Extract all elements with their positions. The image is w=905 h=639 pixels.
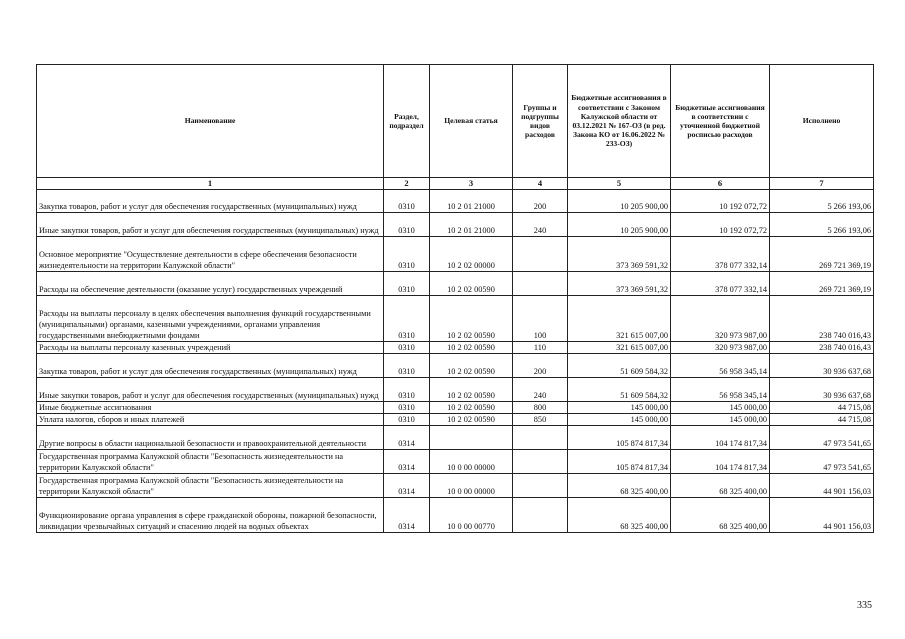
- cell-section: 0314: [384, 426, 430, 450]
- table-row: [37, 378, 874, 402]
- page-number: 335: [857, 600, 872, 611]
- cell-target: 10 2 02 00590: [430, 272, 513, 296]
- cell-group: 850: [513, 414, 568, 426]
- column-number: 6: [671, 178, 770, 190]
- cell-group: [513, 426, 568, 450]
- cell-target: 10 0 00 00770: [430, 498, 513, 533]
- cell-section: 0310: [384, 272, 430, 296]
- cell-group: 240: [513, 378, 568, 402]
- table-row: [37, 354, 874, 378]
- cell-budget-allocation: 145 000,00: [671, 414, 770, 426]
- cell-section: 0314: [384, 450, 430, 474]
- table-row: [37, 296, 874, 342]
- cell-target: 10 2 02 00590: [430, 378, 513, 402]
- cell-budget-allocation: 56 958 345,14: [671, 378, 770, 402]
- cell-executed: 44 715,08: [770, 402, 874, 414]
- cell-name: Государственная программа Калужской области "Безопасность жизнедеятельности на территории Калужской области": [37, 450, 384, 474]
- cell-law-allocation: 10 205 900,00: [568, 213, 671, 237]
- cell-group: 200: [513, 354, 568, 378]
- cell-law-allocation: 321 615 007,00: [568, 342, 671, 354]
- cell-executed: 5 266 193,06: [770, 190, 874, 213]
- cell-name: Уплата налогов, сборов и иных платежей: [37, 414, 384, 426]
- cell-name: Функционирование органа управления в сфере гражданской обороны, пожарной безопасности, ликвидации чрезвычайных ситуаций и спасению людей на водных объектах: [37, 498, 384, 533]
- cell-target: 10 2 02 00590: [430, 342, 513, 354]
- header-budget-allocation: Бюджетные ассигнования в соответствии с уточненной бюджетной росписью расходов: [671, 65, 770, 178]
- cell-target: 10 0 00 00000: [430, 450, 513, 474]
- cell-budget-allocation: 145 000,00: [671, 402, 770, 414]
- cell-section: 0310: [384, 237, 430, 272]
- cell-law-allocation: 51 609 584,32: [568, 354, 671, 378]
- cell-budget-allocation: 320 973 987,00: [671, 342, 770, 354]
- cell-budget-allocation: 10 192 072,72: [671, 190, 770, 213]
- header-group: Группы и подгруппы видов расходов: [513, 65, 568, 178]
- cell-budget-allocation: 10 192 072,72: [671, 213, 770, 237]
- column-number: 2: [384, 178, 430, 190]
- cell-law-allocation: 105 874 817,34: [568, 426, 671, 450]
- cell-section: 0310: [384, 296, 430, 342]
- cell-section: 0310: [384, 354, 430, 378]
- cell-budget-allocation: 68 325 400,00: [671, 498, 770, 533]
- column-number: 7: [770, 178, 874, 190]
- header-target: Целевая статья: [430, 65, 513, 178]
- cell-executed: 238 740 016,43: [770, 342, 874, 354]
- cell-executed: 47 973 541,65: [770, 450, 874, 474]
- cell-executed: 44 901 156,03: [770, 474, 874, 498]
- cell-group: [513, 450, 568, 474]
- cell-name: Расходы на выплаты персоналу в целях обеспечения выполнения функций государственными (муниципальными) органами, казенными учреждениями, органами управления государственными внебюджетными фондами: [37, 296, 384, 342]
- cell-executed: 30 936 637,68: [770, 354, 874, 378]
- table-row: [37, 190, 874, 213]
- cell-group: [513, 237, 568, 272]
- cell-name: Иные закупки товаров, работ и услуг для обеспечения государственных (муниципальных) нужд: [37, 213, 384, 237]
- cell-law-allocation: 145 000,00: [568, 402, 671, 414]
- cell-target: 10 2 02 00590: [430, 414, 513, 426]
- column-number: 3: [430, 178, 513, 190]
- cell-budget-allocation: 68 325 400,00: [671, 474, 770, 498]
- cell-group: 110: [513, 342, 568, 354]
- cell-target: 10 0 00 00000: [430, 474, 513, 498]
- cell-law-allocation: 105 874 817,34: [568, 450, 671, 474]
- cell-group: 200: [513, 190, 568, 213]
- column-number: 4: [513, 178, 568, 190]
- cell-section: 0314: [384, 498, 430, 533]
- cell-budget-allocation: 378 077 332,14: [671, 272, 770, 296]
- cell-executed: 269 721 369,19: [770, 237, 874, 272]
- column-number-row: [37, 178, 874, 190]
- cell-target: [430, 426, 513, 450]
- cell-executed: 47 973 541,65: [770, 426, 874, 450]
- cell-budget-allocation: 320 973 987,00: [671, 296, 770, 342]
- header-law-allocation: Бюджетные ассигнования в соответствии с Законом Калужской области от 03.12.2021 № 167-ОЗ (в ред. Закона КО от 16.06.2022 № 233-ОЗ): [568, 65, 671, 178]
- cell-law-allocation: 68 325 400,00: [568, 474, 671, 498]
- cell-name: Государственная программа Калужской области "Безопасность жизнедеятельности на территории Калужской области": [37, 474, 384, 498]
- cell-group: 800: [513, 402, 568, 414]
- cell-group: [513, 498, 568, 533]
- table-row: [37, 272, 874, 296]
- cell-target: 10 2 02 00590: [430, 402, 513, 414]
- table-row: [37, 213, 874, 237]
- cell-target: 10 2 02 00590: [430, 354, 513, 378]
- cell-section: 0314: [384, 474, 430, 498]
- table-row: [37, 498, 874, 533]
- cell-group: 100: [513, 296, 568, 342]
- cell-law-allocation: 145 000,00: [568, 414, 671, 426]
- cell-section: 0310: [384, 378, 430, 402]
- table-row: [37, 450, 874, 474]
- cell-target: 10 2 01 21000: [430, 190, 513, 213]
- table-row: [37, 474, 874, 498]
- cell-executed: 44 901 156,03: [770, 498, 874, 533]
- budget-table-sheet: [36, 64, 873, 533]
- cell-budget-allocation: 378 077 332,14: [671, 237, 770, 272]
- cell-section: 0310: [384, 402, 430, 414]
- cell-executed: 238 740 016,43: [770, 296, 874, 342]
- column-number: 5: [568, 178, 671, 190]
- cell-name: Расходы на обеспечение деятельности (оказание услуг) государственных учреждений: [37, 272, 384, 296]
- cell-group: [513, 474, 568, 498]
- header-name: Наименование: [37, 65, 384, 178]
- cell-section: 0310: [384, 414, 430, 426]
- table-row: [37, 402, 874, 414]
- cell-executed: 30 936 637,68: [770, 378, 874, 402]
- cell-law-allocation: 321 615 007,00: [568, 296, 671, 342]
- table-row: [37, 342, 874, 354]
- cell-executed: 44 715,08: [770, 414, 874, 426]
- cell-section: 0310: [384, 190, 430, 213]
- cell-name: Иные бюджетные ассигнования: [37, 402, 384, 414]
- table-row: [37, 414, 874, 426]
- header-section: Раздел, подраздел: [384, 65, 430, 178]
- cell-target: 10 2 01 21000: [430, 213, 513, 237]
- budget-execution-table: [36, 64, 874, 533]
- cell-law-allocation: 68 325 400,00: [568, 498, 671, 533]
- cell-budget-allocation: 104 174 817,34: [671, 426, 770, 450]
- table-row: [37, 237, 874, 272]
- cell-target: 10 2 02 00000: [430, 237, 513, 272]
- cell-executed: 5 266 193,06: [770, 213, 874, 237]
- cell-executed: 269 721 369,19: [770, 272, 874, 296]
- table-row: [37, 426, 874, 450]
- column-number: 1: [37, 178, 384, 190]
- cell-law-allocation: 373 369 591,32: [568, 272, 671, 296]
- cell-section: 0310: [384, 213, 430, 237]
- cell-target: 10 2 02 00590: [430, 296, 513, 342]
- cell-group: [513, 272, 568, 296]
- header-row: [37, 65, 874, 178]
- cell-section: 0310: [384, 342, 430, 354]
- cell-law-allocation: 51 609 584,32: [568, 378, 671, 402]
- cell-law-allocation: 10 205 900,00: [568, 190, 671, 213]
- cell-name: Расходы на выплаты персоналу казенных учреждений: [37, 342, 384, 354]
- cell-name: Другие вопросы в области национальной безопасности и правоохранительной деятельности: [37, 426, 384, 450]
- cell-name: Закупка товаров, работ и услуг для обеспечения государственных (муниципальных) нужд: [37, 354, 384, 378]
- cell-budget-allocation: 56 958 345,14: [671, 354, 770, 378]
- cell-budget-allocation: 104 174 817,34: [671, 450, 770, 474]
- cell-group: 240: [513, 213, 568, 237]
- header-executed: Исполнено: [770, 65, 874, 178]
- cell-name: Закупка товаров, работ и услуг для обеспечения государственных (муниципальных) нужд: [37, 190, 384, 213]
- cell-name: Основное мероприятие "Осуществление деятельности в сфере обеспечения безопасности жизнедеятельности на территории Калужской области": [37, 237, 384, 272]
- cell-law-allocation: 373 369 591,32: [568, 237, 671, 272]
- cell-name: Иные закупки товаров, работ и услуг для обеспечения государственных (муниципальных) нужд: [37, 378, 384, 402]
